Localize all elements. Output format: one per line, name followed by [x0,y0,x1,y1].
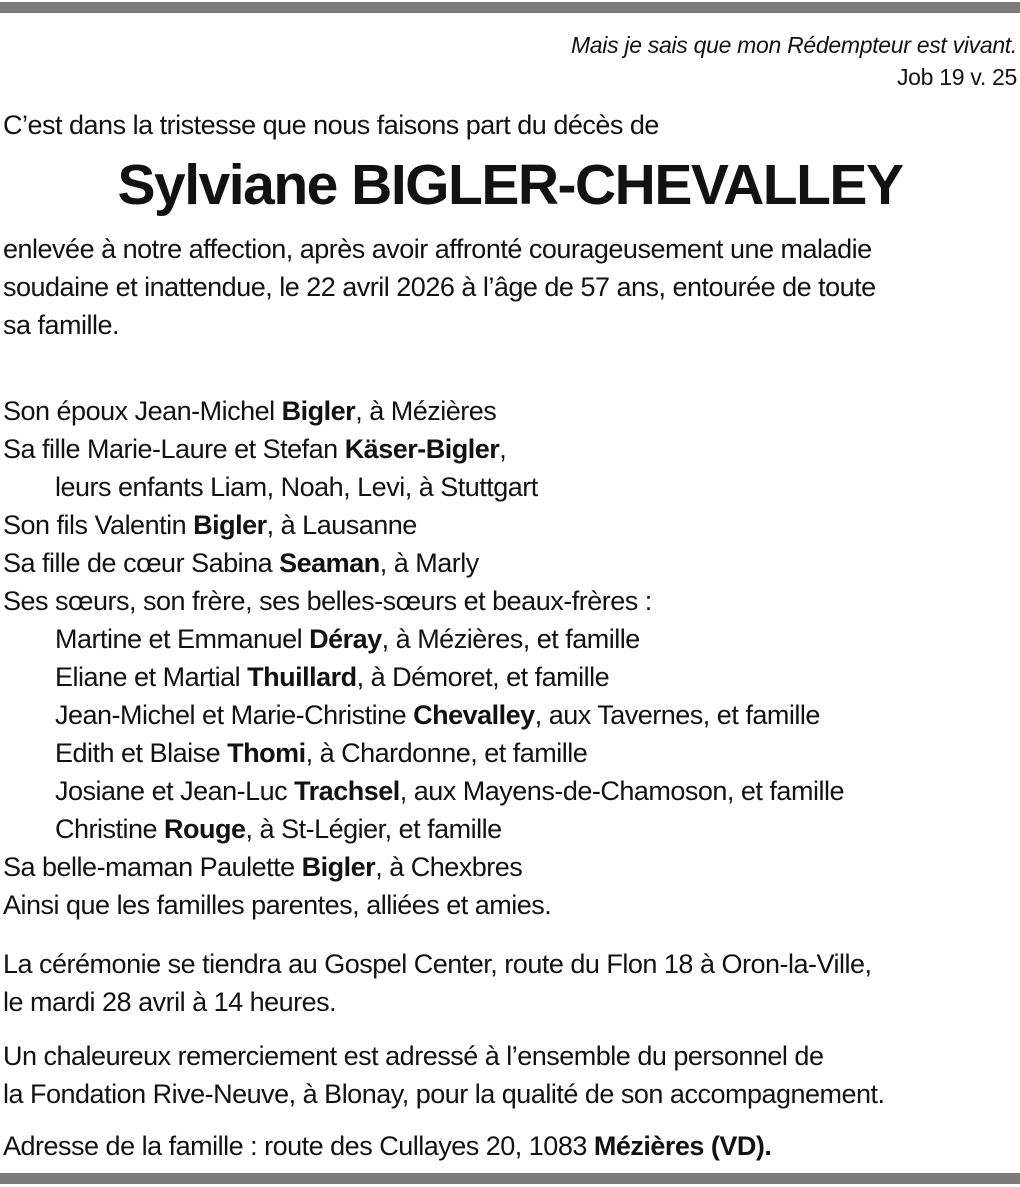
text-segment: sa famille. [3,310,120,340]
text-segment: Job 19 v. 25 [896,64,1017,90]
text-segment: Trachsel [294,776,400,806]
text-line [3,29,1017,61]
text-segment: Thomi [227,738,306,768]
text-line [3,696,1017,734]
text-segment: , à Mézières [355,396,497,426]
text-segment: leurs enfants Liam, Noah, Levi, à Stuttgart [55,472,538,502]
thanks-paragraph [3,1037,1017,1113]
text-segment: Thuillard [247,662,357,692]
text-segment: Ses sœurs, son frère, ses belles-sœurs et beaux-frères : [3,586,652,616]
text-line [3,620,1017,658]
text-line [3,886,1017,924]
text-segment: , à Marly [379,548,479,578]
text-line [3,945,1017,983]
text-line [3,772,1017,810]
text-line [3,810,1017,848]
text-segment: Mézières (VD) [593,1131,765,1161]
text-line [3,658,1017,696]
text-segment: . [764,1131,772,1161]
text-segment: Bigler [281,396,356,426]
text-line [3,1037,1017,1075]
text-line [3,734,1017,772]
text-line [3,430,1017,468]
text-line [3,848,1017,886]
bottom-divider-bar [0,1173,1020,1184]
text-segment: Bigler [193,510,267,540]
text-segment: , à Chardonne, et famille [305,738,588,768]
text-segment: Jean-Michel et Marie-Christine [55,700,414,730]
text-segment: Son époux Jean-Michel [3,396,282,426]
text-segment: Christine [55,814,165,844]
epigraph [3,29,1017,93]
family-list [3,392,1017,924]
text-line [3,506,1017,544]
text-segment: Bigler [301,852,376,882]
text-segment: , à St-Légier, et famille [245,814,502,844]
deceased-name-title: Sylviane BIGLER-CHEVALLEY [117,153,903,217]
text-segment: le mardi 28 avril à 14 heures. [3,987,337,1017]
text-line [3,983,1017,1021]
text-line [3,1075,1017,1113]
text-line [3,268,1017,306]
text-segment: C’est dans la tristesse que nous faisons part du décès de [3,110,659,140]
announcement-paragraph [3,230,1017,344]
text-segment: Déray [309,624,382,654]
text-segment: , à Démoret, et famille [356,662,610,692]
text-segment: Eliane et Martial [55,662,248,692]
text-line [3,230,1017,268]
text-segment: , à Mézières, et famille [381,624,640,654]
text-segment: Rouge [164,814,246,844]
text-segment: , aux Tavernes, et famille [534,700,820,730]
text-line [3,306,1017,344]
text-line [3,392,1017,430]
text-segment: Adresse de la famille : route des Cullayes 20, 1083 [3,1131,594,1161]
text-segment: Mais je sais que mon Rédempteur est vivant. [570,32,1017,58]
text-segment: , à Chexbres [375,852,523,882]
family-address [3,1127,1017,1165]
ceremony-paragraph [3,945,1017,1021]
notice-content [0,13,1020,1165]
text-segment: Son fils Valentin [3,510,194,540]
text-segment: Sa fille Marie-Laure et Stefan [3,434,345,464]
intro-text [3,106,1017,144]
text-segment: Martine et Emmanuel [55,624,310,654]
text-line [3,544,1017,582]
text-segment: La cérémonie se tiendra au Gospel Center, route du Flon 18 à Oron-la-Ville, [3,949,872,979]
text-segment: , aux Mayens-de-Chamoson, et famille [399,776,844,806]
text-line [3,582,1017,620]
text-segment: Edith et Blaise [55,738,228,768]
text-segment: la Fondation Rive-Neuve, à Blonay, pour la qualité de son accompagnement. [3,1079,885,1109]
text-segment: Chevalley [413,700,535,730]
text-segment: Josiane et Jean-Luc [55,776,295,806]
text-segment: , [499,434,507,464]
text-segment: Un chaleureux remerciement est adressé à l’ensemble du personnel de [3,1041,824,1071]
text-segment: Sa belle-maman Paulette [3,852,302,882]
text-segment: Käser-Bigler [344,434,500,464]
text-segment: Sa fille de cœur Sabina [3,548,280,578]
top-divider-bar [0,2,1020,13]
text-line [3,1127,1017,1165]
text-segment: , à Lausanne [266,510,417,540]
text-line [3,106,1017,144]
text-line [3,61,1017,93]
text-segment: Ainsi que les familles parentes, alliées et amies. [3,890,552,920]
text-segment: soudaine et inattendue, le 22 avril 2026 à l’âge de 57 ans, entourée de toute [3,272,876,302]
text-segment: Seaman [279,548,380,578]
text-line [3,468,1017,506]
text-segment: enlevée à notre affection, après avoir affronté courageusement une maladie [3,234,872,264]
